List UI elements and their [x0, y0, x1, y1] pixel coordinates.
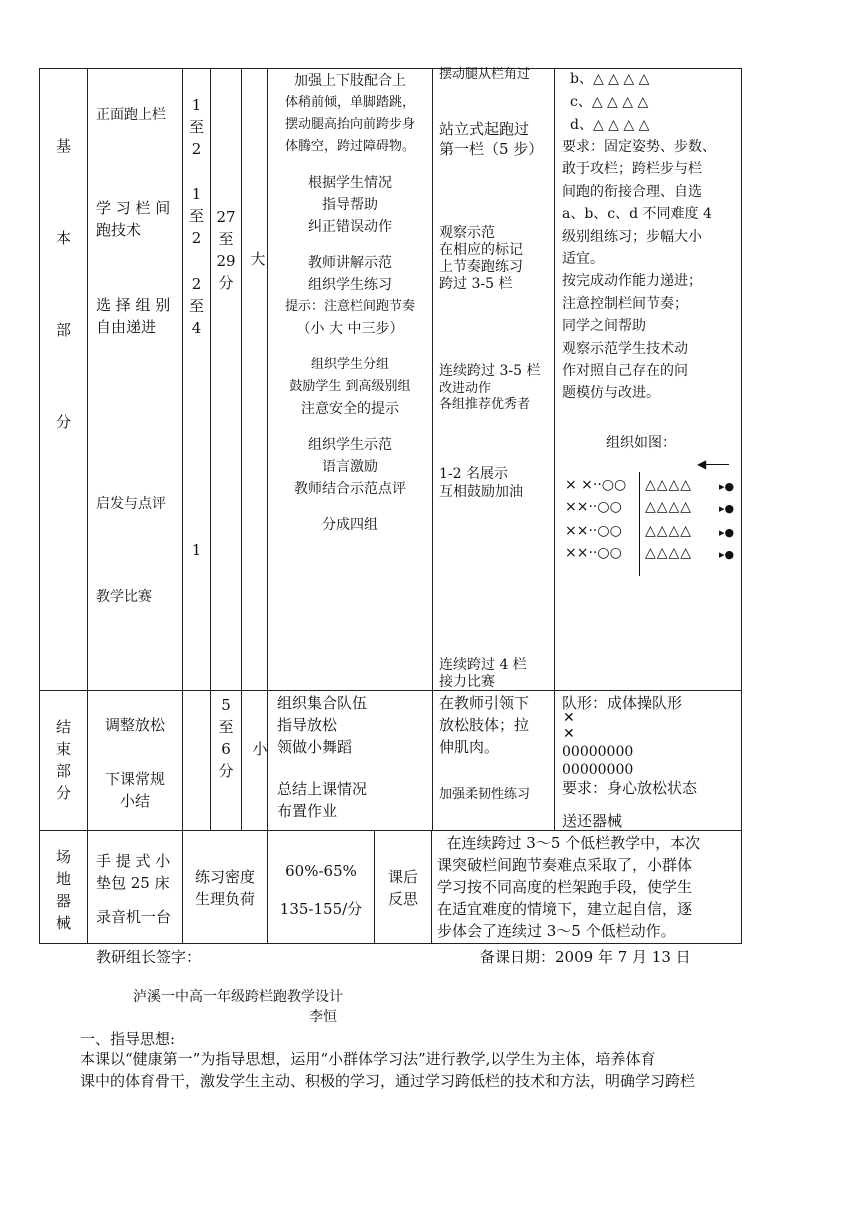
teacher-position-icon: ✕ ✕: [563, 710, 575, 742]
teacher-activities-basic: 加强上下肢配合上 体稍前倾，单脚踏跳， 摆动腿高抬向前跨步身 体腾空，跨过障碍物。 根据学生情况 指导帮助 纠正错误动作 教师讲解示范 组织学生练习 提示：注意栏间跑节奏 （小 大 中三步） 组织学生分组 鼓励学生 到高级别组 注意安全的提示 组织学生示范 语言激励 教师结合示范点评 分成四组: [284, 73, 415, 533]
formation-diagram: [563, 457, 743, 580]
diagram-row-1-finish-arrow: ▸●: [719, 480, 735, 493]
end-teacher-3: 领做小舞蹈: [277, 738, 353, 756]
times-4: 1: [191, 541, 202, 559]
content-item-inter-hurdle: 学 习 栏 间: [96, 199, 171, 217]
end-teacher-4: 总结上课情况: [277, 780, 368, 798]
student-act-6: 上节奏跑练习: [439, 259, 523, 275]
guiding-idea-line-1: 本课以“健康第一”为指导思想，运用“小群体学习法”进行教学,以学生为主体，培养体育: [80, 1050, 656, 1068]
density-label: 练习密度 生理负荷: [194, 868, 255, 908]
diagram-row-4-players: ××··○○: [565, 545, 622, 561]
student-act-5: 在相应的标记: [439, 242, 523, 258]
minutes-basic: 27 至 29 分: [216, 208, 236, 292]
diagram-row-3-players: ××··○○: [565, 523, 622, 539]
prep-date: 备课日期：2009 年 7 月 13 日: [480, 948, 691, 966]
student-act-7: 跨过 3-5 栏: [439, 276, 513, 292]
end-org-return-equipment: 送还器械: [562, 812, 623, 830]
content-item-group-select-2: 自由递进: [96, 318, 157, 336]
diagram-row-1-hurdles: △△△△: [645, 477, 693, 493]
diagram-row-4-finish-arrow: ▸●: [719, 548, 735, 561]
student-act-11: 1-2 名展示: [439, 466, 508, 482]
content-item-group-select: 选 择 组 别: [96, 296, 171, 314]
equipment-1: 手 提 式 小: [96, 852, 171, 870]
col-line-student: [554, 68, 555, 830]
table-top-border: [39, 68, 742, 69]
end-content-relax: 调整放松: [104, 716, 165, 734]
end-student-3: 伸肌肉。: [439, 738, 500, 756]
times-3: 2 至 4: [188, 275, 204, 337]
student-act-14: 接力比赛: [439, 674, 495, 690]
content-item-review: 启发与点评: [96, 496, 166, 512]
col-line-teacher: [432, 68, 433, 830]
end-org-requirement: 要求：身心放松状态: [562, 779, 698, 797]
student-act-12: 互相鼓励加油: [439, 484, 523, 500]
design-title: 泸溪一中高一年级跨栏跑教学设计: [133, 989, 343, 1005]
end-org-row-2: 00000000: [562, 762, 634, 778]
equipment-3: 录音机一台: [96, 908, 172, 926]
section-label-end: 结 束 部 分: [55, 718, 71, 802]
load-basic: 大: [250, 250, 266, 268]
row-divider-1: [39, 690, 742, 691]
diagram-row-2-hurdles: △△△△: [645, 499, 693, 515]
density-value: 60%-65%: [285, 862, 357, 880]
student-act-1: 摆动腿从栏角过: [439, 67, 531, 82]
end-student-2: 放松肢体；拉: [439, 716, 530, 734]
row-divider-2: [39, 830, 742, 831]
guiding-idea-line-2: 课中的体育骨干，激发学生主动、积极的学习，通过学习跨低栏的技术和方法，明确学习跨栏: [80, 1072, 696, 1090]
student-act-2: 站立式起跑过: [439, 120, 530, 138]
student-act-13: 连续跨过 4 栏: [439, 657, 527, 673]
end-teacher-1: 组织集合队伍: [277, 694, 368, 712]
diagram-row-4-hurdles: △△△△: [645, 545, 693, 561]
diagram-row-2-players: ××··○○: [565, 499, 622, 515]
times-1: 1 至 2: [188, 96, 204, 158]
end-student-4: 加强柔韧性练习: [439, 787, 531, 802]
section-heading-guiding-idea: 一、指导思想:: [80, 1030, 176, 1048]
end-student-1: 在教师引领下: [439, 694, 530, 712]
diagram-title: 组织如图：: [606, 435, 676, 451]
end-org-formation: 队形：成体操队形: [562, 694, 683, 712]
start-line: [639, 472, 640, 576]
col-line-section: [87, 68, 88, 944]
end-teacher-2: 指导放松: [277, 716, 338, 734]
section-label-basic: 基 本 部 分: [55, 137, 71, 431]
minutes-end: 5 至 6 分: [218, 696, 234, 780]
table-bottom-border: [39, 943, 742, 944]
diagram-row-3-hurdles: △△△△: [645, 523, 693, 539]
section-label-equipment: 场 地 器 械: [55, 848, 71, 932]
signature-label: 教研组长签字：: [96, 948, 202, 966]
diagram-row-3-finish-arrow: ▸●: [719, 526, 735, 539]
reflection-label: 课后 反思: [387, 868, 418, 908]
student-act-8: 连续跨过 3-5 栏: [439, 363, 541, 379]
student-act-3: 第一栏（5 步）: [439, 140, 544, 158]
content-item-competition: 教学比赛: [96, 589, 152, 605]
student-act-10: 各组推荐优秀者: [439, 397, 531, 412]
direction-arrow-icon: ◀: [697, 457, 707, 471]
design-author: 李恒: [309, 1009, 337, 1025]
content-item-hurdle-run: 正面跑上栏: [96, 107, 166, 123]
load-value: 135-155/分: [279, 900, 363, 918]
student-act-4: 观察示范: [439, 225, 495, 241]
end-org-row-1: 00000000: [562, 744, 634, 760]
times-2: 1 至 2: [188, 185, 204, 247]
reflection-text: 在连续跨过 3～5 个低栏教学中，本次 课突破栏间跑节奏难点采取了，小群体 学习按不同高度的栏架跑手段，使学生 在适宜难度的情境下，建立起自信，逐 步体会了连续过 3～5 个低栏动作。: [437, 834, 701, 940]
equipment-2: 垫包 25 床: [96, 874, 170, 892]
org-row-c: c、△ △ △ △: [570, 94, 649, 110]
org-row-d: d、△ △ △ △: [570, 117, 650, 133]
end-content-summary: 小结: [119, 792, 150, 810]
diagram-row-2-finish-arrow: ▸●: [719, 502, 735, 515]
col-line-reflection: [431, 830, 432, 944]
col-line-minutes: [241, 68, 242, 830]
diagram-row-1-players: × ×··○○: [565, 477, 627, 493]
end-teacher-5: 布置作业: [277, 802, 338, 820]
org-requirements-basic: 要求：固定姿势、步数、 敢于攻栏；跨栏步与栏 间跑的衔接合理、自选 a、b、c、d 不同难度 4 级别组练习；步幅大小 适宜。 按完成动作能力递进； 注意控制栏间节奏； 同学之间帮助 观察示范学生技术动 作对照自己存在的问 题模仿与改进。: [562, 139, 716, 402]
content-item-inter-hurdle-2: 跑技术: [96, 221, 142, 239]
end-content-routine: 下课常规: [104, 770, 165, 788]
student-act-9: 改进动作: [439, 381, 492, 396]
org-row-b: b、△ △ △ △: [570, 71, 650, 87]
load-end: 小: [252, 740, 268, 758]
